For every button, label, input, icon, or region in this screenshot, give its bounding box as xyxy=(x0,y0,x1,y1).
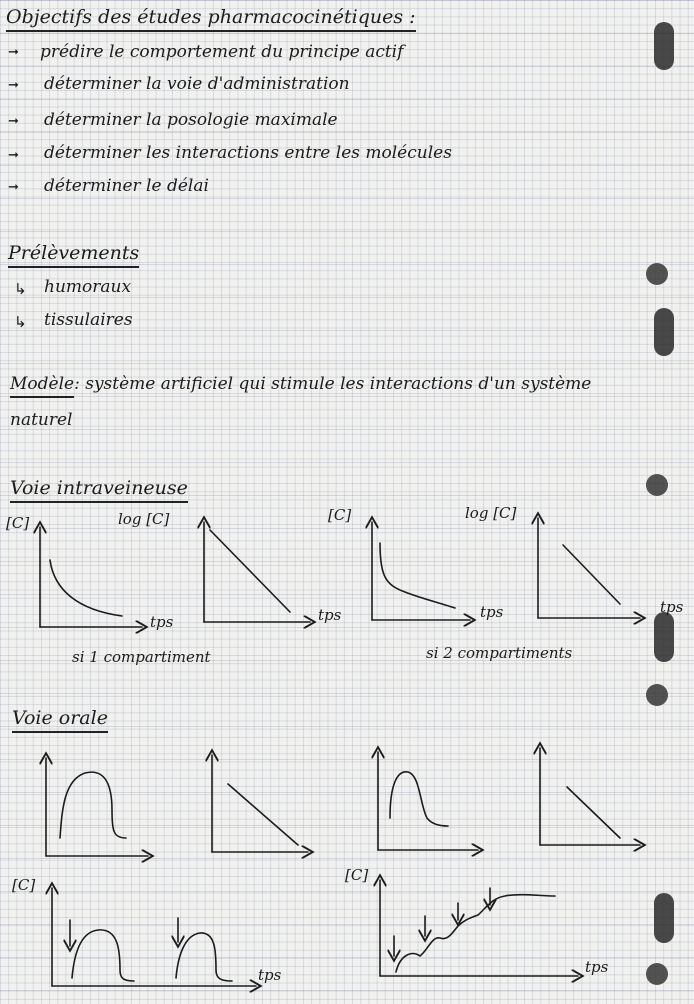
objectives-title: Objectifs des études pharmacocinétiques : xyxy=(6,6,416,32)
iv-graph-1-curve xyxy=(50,560,122,616)
oral-graph-6-y-label: [C] xyxy=(345,866,369,884)
iv-graph-3-y-label: [C] xyxy=(328,506,352,524)
oral-graph-1-curve xyxy=(60,772,126,838)
arrow-icon: ➞ xyxy=(8,114,19,129)
iv-graph-4-x-label: tps xyxy=(660,598,684,616)
iv-graph-3-curve xyxy=(380,543,455,608)
iv-graph-2-x-label: tps xyxy=(318,606,342,624)
iv-graph-1-y-label: [C] xyxy=(6,514,30,532)
arrow-icon: ➞ xyxy=(8,180,19,195)
arrow-icon: ➞ xyxy=(8,78,19,93)
model-text: : système artificiel qui stimule les interactions d'un système xyxy=(74,374,592,394)
iv-graph-2-axes xyxy=(204,522,310,622)
iv-graph-1-x-label: tps xyxy=(150,613,174,631)
sampling-item: tissulaires xyxy=(44,310,133,330)
iv-graph-4-line xyxy=(563,545,620,604)
iv-graph-3-x-label: tps xyxy=(480,603,504,621)
oral-graph-6-x-label: tps xyxy=(585,958,609,976)
oral-graph-5-curve-b xyxy=(176,933,232,981)
oral-graph-5-x-label: tps xyxy=(258,966,282,984)
iv-graph-4-y-label: log [C] xyxy=(465,504,517,522)
oral-graph-6-curve xyxy=(396,895,555,972)
oral-title: Voie orale xyxy=(12,707,108,733)
oral-graph-5-curve-a xyxy=(72,930,134,981)
sampling-item: humoraux xyxy=(44,277,132,297)
objective-item: déterminer la posologie maximale xyxy=(44,110,338,130)
oral-graph-4-line xyxy=(567,787,620,838)
iv-graph-2-y-label: log [C] xyxy=(118,510,170,528)
iv-caption-two: si 2 compartiments xyxy=(426,644,573,662)
objective-item: déterminer les interactions entre les molécules xyxy=(44,143,452,163)
oral-graph-3-axes xyxy=(378,752,478,850)
oral-graph-2-line xyxy=(228,784,298,845)
iv-graph-3-axes xyxy=(372,522,470,620)
iv-graph-2-line xyxy=(210,530,290,612)
oral-graph-3-curve xyxy=(390,772,448,826)
oral-graph-5-y-label: [C] xyxy=(12,876,36,894)
oral-graph-5-axes xyxy=(52,888,256,986)
oral-graph-2-axes xyxy=(212,755,308,852)
model-label: Modèle xyxy=(10,374,74,398)
iv-caption-one: si 1 compartiment xyxy=(72,648,211,666)
oral-graph-4-axes xyxy=(540,748,640,845)
objective-item: déterminer la voie d'administration xyxy=(44,74,350,94)
iv-title: Voie intraveineuse xyxy=(10,477,188,503)
model-text-continued: naturel xyxy=(10,410,73,430)
iv-graph-4-axes xyxy=(538,518,640,618)
oral-graph-6-axes xyxy=(380,880,578,976)
arrow-icon: ➞ xyxy=(8,148,19,163)
return-arrow-icon: ↳ xyxy=(14,280,27,298)
sampling-title: Prélèvements xyxy=(8,242,139,268)
arrow-icon: ➞ xyxy=(8,45,19,60)
objective-item: prédire le comportement du principe actif xyxy=(40,42,404,62)
return-arrow-icon: ↳ xyxy=(14,313,27,331)
objective-item: déterminer le délai xyxy=(44,176,209,196)
